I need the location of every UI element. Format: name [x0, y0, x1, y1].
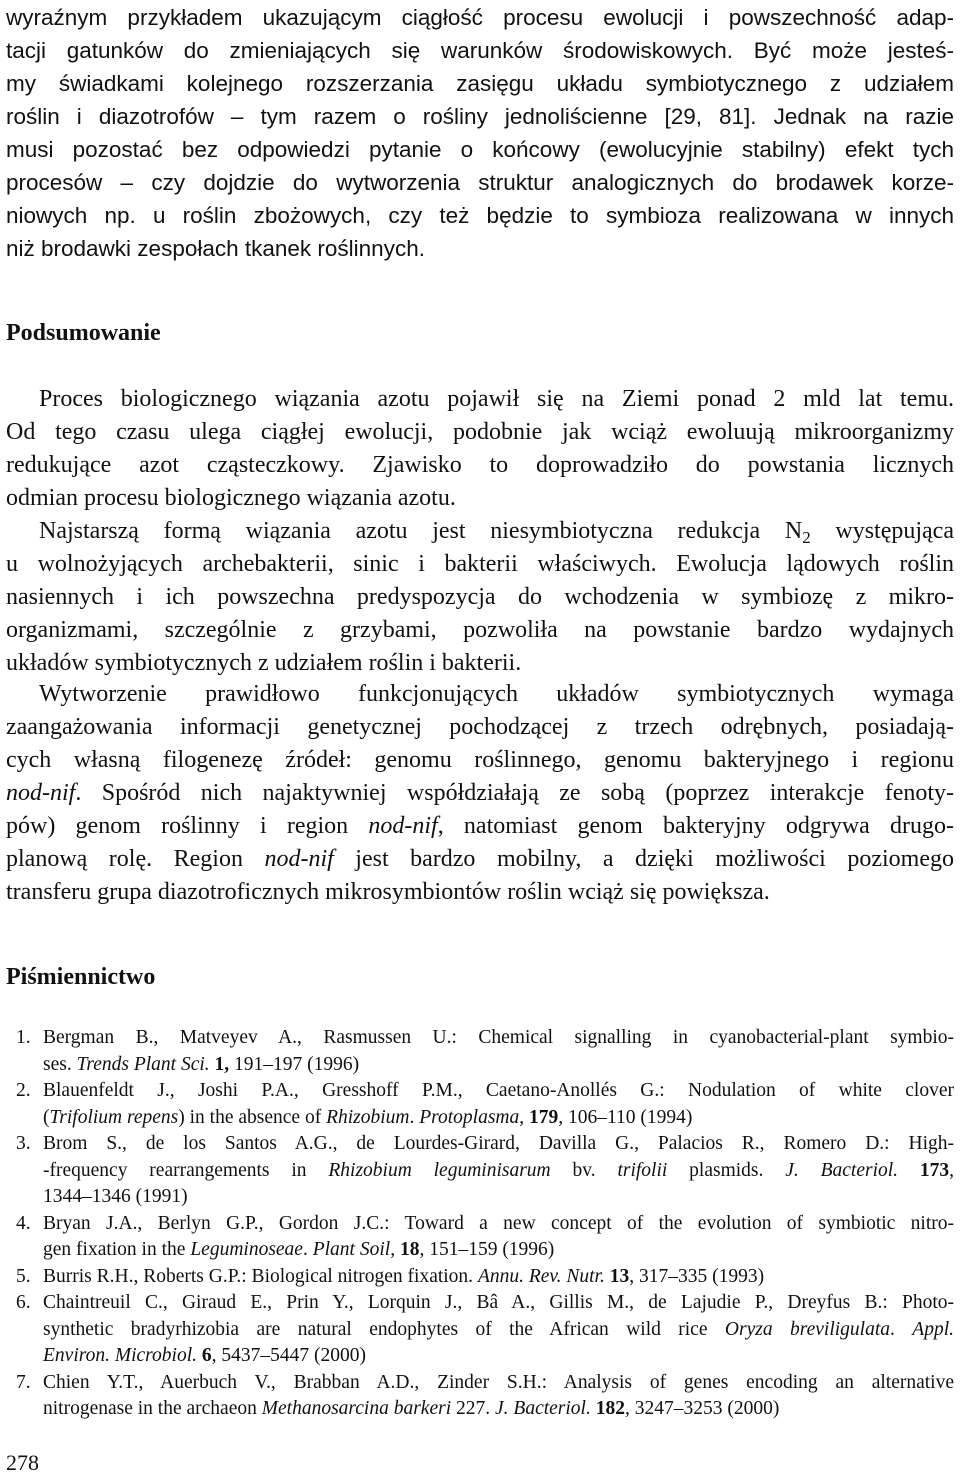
text-line: niowych np. u roślin zbożowych, czy też będzie to symbioza realizowana w innych [6, 203, 954, 228]
reference-line: Blauenfeldt J., Joshi P.A., Gresshoff P.M., Caetano-Anollés G.: Nodulation of white clover [43, 1080, 954, 1101]
section-heading-summary: Podsumowanie [6, 320, 161, 346]
reference-item [6, 1211, 954, 1264]
reference-item [6, 1290, 954, 1370]
reference-number: 4. [16, 1212, 31, 1234]
reference-line: (Trifolium repens) in the absence of Rhizobium. Protoplasma, 179, 106–110 (1994) [43, 1106, 693, 1128]
reference-line: Chaintreuil C., Giraud E., Prin Y., Lorquin J., Bâ A., Gillis M., de Lajudie P., Dreyfus B.: Photo- [43, 1292, 954, 1313]
text-line: tacji gatunków do zmieniających się warunków środowiskowych. Być może jesteś- [6, 38, 954, 63]
summary-paragraph-2 [6, 515, 954, 680]
reference-number: 5. [16, 1265, 31, 1287]
reference-line: Chien Y.T., Auerbuch V., Brabban A.D., Zinder S.H.: Analysis of genes encoding an alternative [43, 1371, 954, 1393]
reference-item [6, 1025, 954, 1078]
section-heading-references: Piśmiennictwo [6, 964, 156, 990]
text-line: nasiennych i ich powszechna predyspozycja do wchodzenia w symbiozę z mikro- [6, 584, 954, 610]
reference-item [6, 1078, 954, 1131]
reference-list [6, 1025, 954, 1423]
text-line: organizmami, szczególnie z grzybami, pozwoliła na powstanie bardzo wydajnych [6, 617, 954, 643]
page-number: 278 [6, 1450, 39, 1475]
reference-line: Burris R.H., Roberts G.P.: Biological nitrogen fixation. Annu. Rev. Nutr. 13, 317–335 (1993) [43, 1265, 765, 1287]
text-line: zaangażowania informacji genetycznej pochodzącej z trzech odrębnych, posiadają- [6, 714, 954, 740]
text-line: odmian procesu biologicznego wiązania azotu. [6, 485, 456, 511]
text-line: redukujące azot cząsteczkowy. Zjawisko to doprowadziło do powstania licznych [6, 452, 954, 478]
text-line: musi pozostać bez odpowiedzi pytanie o końcowy (ewolucyjnie stabilny) efekt tych [6, 137, 954, 162]
text-line: my świadkami kolejnego rozszerzania zasięgu układu symbiotycznego z udziałem [6, 71, 954, 96]
text-line: procesów – czy dojdzie do wytworzenia struktur analogicznych do brodawek korze- [6, 170, 954, 195]
reference-line: synthetic bradyrhizobia are natural endophytes of the African wild rice Oryza breviligulata. Appl. [43, 1318, 954, 1340]
text-line: Wytworzenie prawidłowo funkcjonujących układów symbiotycznych wymaga [39, 681, 954, 707]
reference-line: nitrogenase in the archaeon Methanosarcina barkeri 227. J. Bacteriol. 182, 3247–3253 (2000) [43, 1398, 780, 1419]
text-line: u wolnożyjących archebakterii, sinic i bakterii właściwych. Ewolucja lądowych roślin [6, 551, 954, 577]
text-line: transferu grupa diazotroficznych mikrosymbiontów roślin wciąż się powiększa. [6, 879, 770, 905]
reference-line: Environ. Microbiol. 6, 5437–5447 (2000) [43, 1345, 366, 1366]
reference-number: 1. [16, 1027, 31, 1048]
text-line: roślin i diazotrofów – tym razem o rośliny jednoliścienne [29, 81]. Jednak na razie [6, 104, 954, 129]
text-line: Od tego czasu ulega ciągłej ewolucji, podobnie jak wciąż ewoluują mikroorganizmy [6, 419, 954, 445]
text-line: wyraźnym przykładem ukazującym ciągłość procesu ewolucji i powszechność adap- [6, 5, 954, 30]
summary-paragraph-3 [6, 678, 954, 909]
text-line: niż brodawki zespołach tkanek roślinnych. [6, 236, 425, 261]
text-line: układów symbiotycznych z udziałem roślin i bakterii. [6, 650, 522, 676]
reference-line: -frequency rearrangements in Rhizobium leguminisarum bv. trifolii plasmids. J. Bacteriol. 173, [43, 1159, 955, 1181]
reference-line: 1344–1346 (1991) [43, 1186, 188, 1207]
text-line: planową rolę. Region nod-nif jest bardzo mobilny, a dzięki możliwości poziomego [6, 846, 954, 872]
reference-line: gen fixation in the Leguminoseae. Plant Soil, 18, 151–159 (1996) [43, 1239, 555, 1260]
text-line: nod-nif. Spośród nich najaktywniej współdziałają ze sobą (poprzez interakcje fenoty- [6, 780, 954, 806]
summary-paragraph-1 [6, 383, 954, 515]
text-line: pów) genom roślinny i region nod-nif, natomiast genom bakteryjny odgrywa drugo- [6, 813, 955, 839]
reference-line: Brom S., de los Santos A.G., de Lourdes-Girard, Davilla G., Palacios R., Romero D.: High- [43, 1133, 954, 1154]
text-line: cych własną filogenezę źródeł: genomu roślinnego, genomu bakteryjnego i regionu [6, 747, 954, 773]
intro-paragraph [6, 1, 954, 265]
reference-number: 6. [16, 1292, 31, 1313]
reference-item [6, 1131, 954, 1211]
reference-line: Bergman B., Matveyev A., Rasmussen U.: Chemical signalling in cyanobacterial-plant symbio- [43, 1027, 954, 1048]
reference-item [6, 1264, 954, 1291]
text-line: Proces biologicznego wiązania azotu pojawił się na Ziemi ponad 2 mld lat temu. [39, 386, 954, 412]
reference-item [6, 1370, 954, 1423]
text-line: Najstarszą formą wiązania azotu jest niesymbiotyczna redukcja $N_2$ występująca [39, 518, 954, 547]
reference-number: 3. [16, 1133, 31, 1154]
reference-line: ses. Trends Plant Sci. 1, 191–197 (1996) [43, 1053, 360, 1075]
reference-line: Bryan J.A., Berlyn G.P., Gordon J.C.: Toward a new concept of the evolution of symbiotic nitro- [43, 1212, 954, 1234]
reference-number: 7. [16, 1371, 31, 1393]
reference-number: 2. [16, 1080, 31, 1101]
